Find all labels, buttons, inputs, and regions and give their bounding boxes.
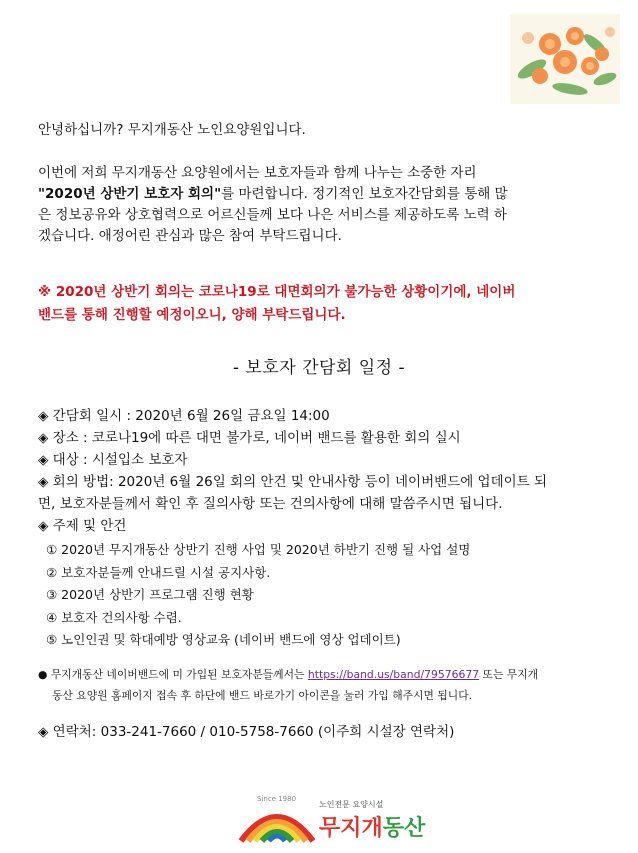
flower-icon — [510, 14, 620, 104]
schedule-method-line1: ◈ 회의 방법: 2020년 6월 26일 회의 안건 및 안내사항 등이 네이버밴드에 업데이트 되 — [38, 474, 548, 490]
band-note-line2: 동산 요양원 홈페이지 접속 후 하단에 밴드 바로가기 아이콘을 눌러 가입 해주시면 됩니다. — [52, 689, 473, 702]
logo-tagline: 노인전문 요양시설 — [319, 800, 384, 809]
agenda-item: ④ 보호자 건의사항 수렴. — [46, 609, 182, 625]
intro-line2 — [38, 184, 603, 205]
schedule-method-line2: 면, 보호자분들께서 확인 후 질의사항 또는 건의사항에 대해 말씀주시면 됩니다. — [38, 496, 503, 512]
greeting-text: 안녕하십니까? 무지개동산 노인요양원입니다. — [38, 122, 306, 138]
intro-highlight: "2020년 상반기 보호자 회의" — [38, 186, 222, 202]
band-note-prefix: ● 무지개동산 네이버밴드에 미 가입된 보호자분들께서는 — [38, 668, 305, 681]
schedule-place: ◈ 장소 : 코로나19에 따른 대면 불가로, 네이버 밴드를 활용한 회의 실시 — [38, 430, 461, 446]
logo-name-red: 무지개 — [319, 816, 383, 841]
notice-paragraph — [38, 281, 608, 327]
contact-text: ◈ 연락처: 033-241-7660 / 010-5758-7660 (이주희 시설장 연락처) — [38, 724, 455, 740]
band-note — [38, 664, 606, 706]
rainbow-logo-icon — [237, 797, 317, 847]
notice-line2: 밴드를 통해 진행할 예정이오니, 양해 부탁드립니다. — [38, 307, 346, 323]
notice-line1: ※ 2020년 상반기 회의는 코로나19로 대면회의가 불가능한 상황이기에, 네이버 — [38, 284, 516, 300]
agenda-item: ③ 2020년 상반기 프로그램 진행 현황 — [46, 587, 254, 602]
intro-line4: 겠습니다. 애정어린 관심과 많은 참여 부탁드립니다. — [38, 228, 342, 244]
logo-name-green: 동산 — [382, 816, 426, 841]
schedule-datetime: ◈ 간담회 일시 : 2020년 6월 26일 금요일 14:00 — [38, 408, 330, 424]
logo — [237, 795, 452, 850]
intro-paragraph — [38, 163, 603, 247]
schedule-target: ◈ 대상 : 시설입소 보호자 — [38, 452, 188, 468]
flower-decoration-image — [510, 14, 620, 104]
intro-line1: 이번에 저희 무지개동산 요양원에서는 보호자들과 함께 나누는 소중한 자리 — [38, 165, 477, 181]
logo-since: Since 1980 — [257, 795, 297, 803]
agenda-title: ◈ 주제 및 안건 — [38, 518, 127, 534]
band-note-line1 — [38, 664, 606, 685]
agenda-item: ② 보호자분들께 안내드릴 시설 공지사항. — [46, 564, 271, 580]
schedule-section — [38, 405, 613, 537]
intro-line3: 은 정보공유와 상호협력으로 어르신들께 보다 나은 서비스를 제공하도록 노력 하 — [38, 207, 507, 223]
band-link[interactable]: https://band.us/band/79576677 — [307, 668, 480, 681]
agenda-item: ① 2020년 무지개동산 상반기 진행 사업 및 2020년 하반기 진행 될 사업 설명 — [46, 542, 471, 557]
intro-line2-rest: 를 마련합니다. 정기적인 보호자간담회를 통해 많 — [221, 186, 508, 202]
band-note-suffix: 또는 무지개 — [482, 668, 539, 681]
logo-name — [319, 811, 425, 842]
agenda-item: ⑤ 노인인권 및 학대예방 영상교육 (네이버 밴드에 영상 업데이트) — [46, 632, 401, 647]
schedule-title: - 보호자 간담회 일정 - — [232, 358, 406, 378]
agenda-list — [46, 539, 606, 652]
